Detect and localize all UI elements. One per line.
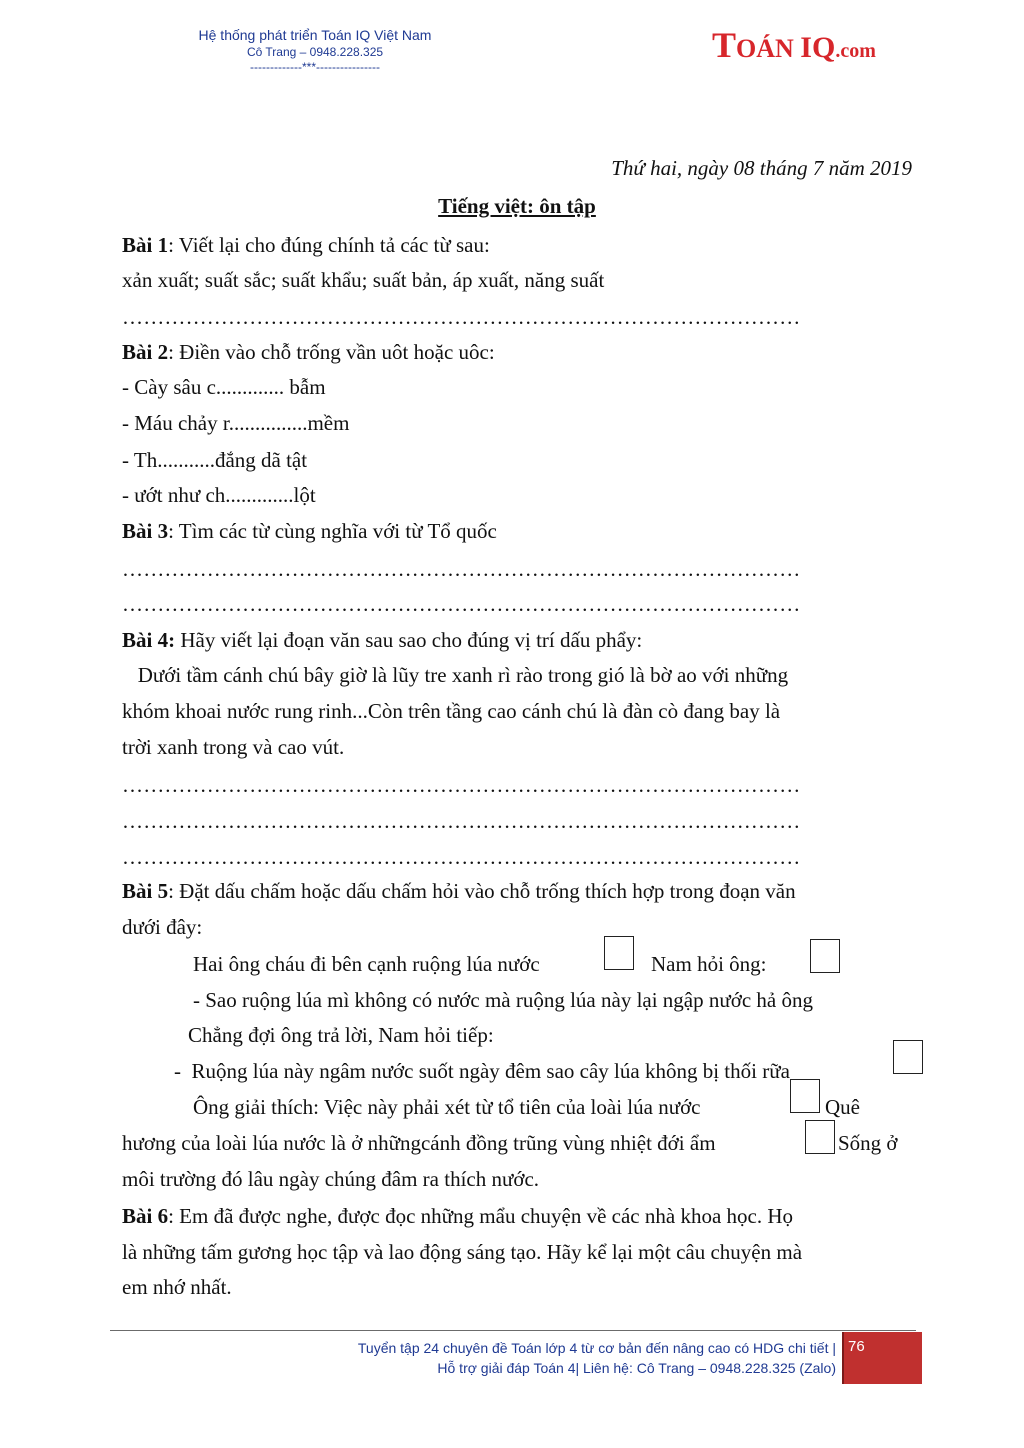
punctuation-box[interactable] [790,1079,820,1113]
exercise-6-label: Bài 6 [122,1204,169,1228]
answer-line: …………………………………………………………………………………… [122,305,801,329]
exercise-6-line: là những tấm gương học tập và lao động sáng tạo. Hãy kể lại một câu chuyện mà [122,1240,803,1264]
footer-book-title: Tuyển tập 24 chuyên đề Toán lớp 4 từ cơ bản đến nâng cao có HDG chi tiết | [357,1340,836,1356]
exercise-5-line: Sống ở [838,1131,898,1155]
footer-contact: Hỗ trợ giải đáp Toán 4| Liên hệ: Cô Trang – 0948.228.325 (Zalo) [437,1360,836,1376]
exercise-2-item: - ướt như ch.............lột [122,483,316,507]
exercise-5-line: hương của loài lúa nước là ở nhữngcánh đồng trũng vùng nhiệt đới ẩm [122,1131,716,1155]
exercise-2-item: - Th...........đắng dã tật [122,448,308,472]
exercise-5-heading-cont: dưới đây: [122,915,203,939]
toan-iq-logo: TOÁN IQ.com [712,25,876,65]
punctuation-box[interactable] [893,1040,923,1074]
exercise-5-heading: Bài 5: Đặt dấu chấm hoặc dấu chấm hỏi vào chỗ trống thích hợp trong đoạn văn [122,879,796,903]
exercise-1-words: xản xuất; suất sắc; suất khẩu; suất bản, áp xuất, năng suất [122,268,605,292]
answer-line: …………………………………………………………………………………… [122,592,801,616]
header-divider: -------------***---------------- [250,60,380,74]
exercise-2-heading: Bài 2: Điền vào chỗ trống vần uôt hoặc uôc: [122,340,495,364]
answer-line: …………………………………………………………………………………… [122,809,801,833]
exercise-5-line: Hai ông cháu đi bên cạnh ruộng lúa nước [193,952,540,976]
exercise-1-label: Bài 1 [122,233,169,257]
answer-line: …………………………………………………………………………………… [122,557,801,581]
exercise-5-line: - Ruộng lúa này ngâm nước suốt ngày đêm sao cây lúa không bị thối rữa [174,1059,790,1083]
page-number-separator [842,1332,844,1384]
exercise-2-label: Bài 2 [122,340,169,364]
exercise-1-heading: Bài 1: Viết lại cho đúng chính tả các từ sau: [122,233,490,257]
exercise-4-paragraph: trời xanh trong và cao vút. [122,735,345,759]
page-title: Tiếng việt: ôn tập [438,194,596,218]
exercise-4-heading: Bài 4: Hãy viết lại đoạn văn sau sao cho đúng vị trí dấu phẩy: [122,628,643,652]
exercise-5-line: Chẳng đợi ông trả lời, Nam hỏi tiếp: [188,1023,494,1047]
exercise-5-line: Ông giải thích: Việc này phải xét từ tổ tiên của loài lúa nước [193,1095,701,1119]
punctuation-box[interactable] [810,939,840,973]
answer-line: …………………………………………………………………………………… [122,773,801,797]
exercise-4-paragraph: Dưới tầm cánh chú bây giờ là lũy tre xanh rì rào trong gió là bờ ao với những [122,663,789,687]
exercise-6-heading: Bài 6: Em đã được nghe, được đọc những mẩu chuyện về các nhà khoa học. Họ [122,1204,794,1228]
punctuation-box[interactable] [805,1120,835,1154]
header-organization: Hệ thống phát triển Toán IQ Việt Nam [198,27,432,43]
document-date: Thứ hai, ngày 08 tháng 7 năm 2019 [611,156,912,180]
exercise-5-line: - Sao ruộng lúa mì không có nước mà ruộng lúa này lại ngập nước hả ông [193,988,814,1012]
punctuation-box[interactable] [604,936,634,970]
exercise-5-line: Nam hỏi ông: [651,952,767,976]
exercise-6-line: em nhớ nhất. [122,1275,232,1299]
exercise-5-line: Quê [825,1095,860,1119]
exercise-3-heading: Bài 3: Tìm các từ cùng nghĩa với từ Tổ quốc [122,519,497,543]
exercise-5-line: môi trường đó lâu ngày chúng đâm ra thích nước. [122,1167,540,1191]
answer-line: …………………………………………………………………………………… [122,845,801,869]
exercise-5-label: Bài 5 [122,879,169,903]
exercise-3-label: Bài 3 [122,519,169,543]
page-number: 76 [848,1338,865,1355]
exercise-2-item: - Máu chảy r...............mềm [122,411,350,435]
header-contact: Cô Trang – 0948.228.325 [246,45,384,59]
exercise-2-item: - Cày sâu c............. bẫm [122,375,326,399]
exercise-4-paragraph: khóm khoai nước rung rinh...Còn trên tầng cao cánh chú là đàn cò đang bay là [122,699,781,723]
exercise-4-label: Bài 4: [122,628,176,652]
footer-divider [110,1330,916,1331]
